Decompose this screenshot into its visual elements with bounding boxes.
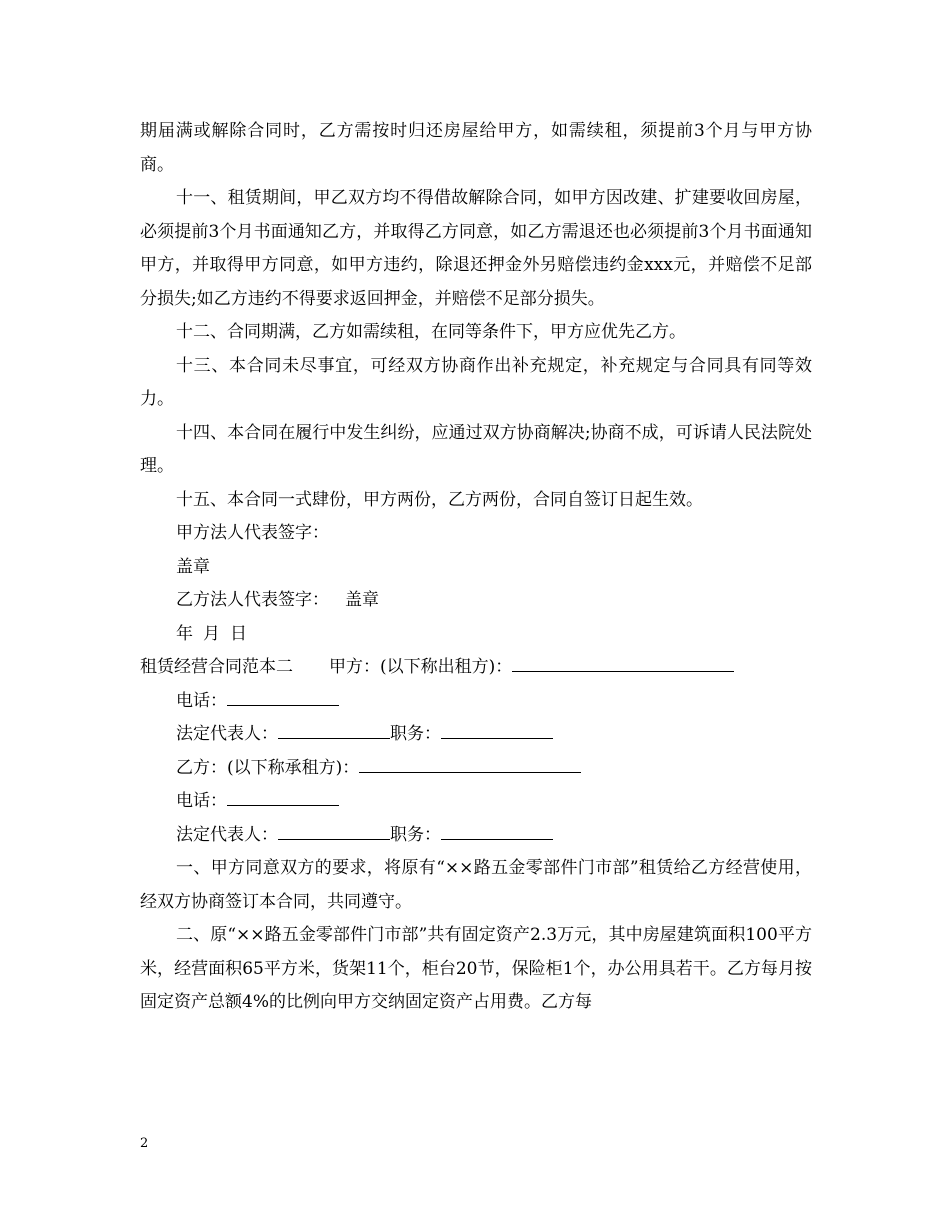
party-a-duty-blank <box>441 720 553 739</box>
page-number: 2 <box>140 1136 149 1151</box>
party-a-blank <box>512 653 734 672</box>
party-b-rep-blank <box>278 821 390 840</box>
date-year-label: 年 <box>176 623 193 644</box>
party-b-line <box>140 752 812 786</box>
seal-party-a <box>140 551 812 585</box>
signature-party-b <box>140 584 812 618</box>
party-a-phone-blank <box>227 687 339 706</box>
clause-12: 十二、合同期满，乙方如需续租，在同等条件下，甲方应优先乙方。 <box>176 322 686 342</box>
clause-11: 十一、租赁期间，甲乙双方均不得借故解除合同，如甲方因改建、扩建要收回房屋，必须提前3个月书面通知乙方，并取得乙方同意，如乙方需退还也必须提前3个月书面通知甲方，并取得甲方同意，如甲方违约，除退还押金外另赔偿违约金xxx元，并赔偿不足部分损失;如乙方违约不得要求返回押金，并赔偿不足部分损失。 <box>140 188 812 309</box>
contract-two-clause-2: 二、原“××路五金零部件门市部”共有固定资产2.3万元，其中房屋建筑面积100平方米，经营面积65平方米，货架11个，柜台20节，保险柜1个，办公用具若干。乙方每月按固定资产总额4%的比例向甲方交纳固定资产占用费。乙方每 <box>140 925 812 1012</box>
contract-two-header <box>140 651 812 685</box>
party-b-duty-blank <box>441 821 553 840</box>
party-a-phone-line <box>140 685 812 719</box>
date-month-label: 月 <box>203 623 220 644</box>
party-a-rep-label: 法定代表人： <box>176 724 278 744</box>
clause-14: 十四、本合同在履行中发生纠纷，应通过双方协商解决;协商不成，可诉请人民法院处理。 <box>140 422 812 476</box>
date-day-label: 日 <box>230 623 247 644</box>
seal-party-b-label: 盖章 <box>345 590 379 610</box>
clause-15: 十五、本合同一式肆份，甲方两份，乙方两份，合同自签订日起生效。 <box>176 489 703 510</box>
party-a-phone-label: 电话： <box>176 690 227 711</box>
seal-party-a-label: 盖章 <box>176 556 210 577</box>
party-b-phone-blank <box>227 787 339 806</box>
contract-two-title: 租赁经营合同范本二 <box>140 657 293 677</box>
signature-party-b-label: 乙方法人代表签字： <box>176 590 329 610</box>
party-b-blank <box>359 754 581 773</box>
party-b-label: 乙方：(以下称承租方)： <box>176 757 360 778</box>
signature-date <box>140 618 812 652</box>
signature-party-a-label: 甲方法人代表签字： <box>176 523 329 543</box>
party-b-rep-label: 法定代表人： <box>176 824 278 845</box>
party-b-phone-label: 电话： <box>176 791 227 811</box>
clause-13: 十三、本合同未尽事宜，可经双方协商作出补充规定，补充规定与合同具有同等效力。 <box>140 355 812 409</box>
party-a-rep-line <box>140 718 812 752</box>
signature-party-a <box>140 517 812 551</box>
contract-two-clause-1: 一、甲方同意双方的要求，将原有“××路五金零部件门市部”租赁给乙方经营使用，经双方协商签订本合同，共同遵守。 <box>140 858 812 912</box>
party-a-label: 甲方：(以下称出租方)： <box>329 657 513 677</box>
party-a-rep-blank <box>278 720 390 739</box>
paragraph-continued: 期届满或解除合同时，乙方需按时归还房屋给甲方，如需续租，须提前3个月与甲方协商。 <box>140 121 812 175</box>
party-a-duty-label: 职务： <box>390 724 441 744</box>
document-body <box>140 115 812 1020</box>
party-b-phone-line <box>140 785 812 819</box>
party-b-duty-label: 职务： <box>390 824 441 845</box>
party-b-rep-line <box>140 819 812 853</box>
